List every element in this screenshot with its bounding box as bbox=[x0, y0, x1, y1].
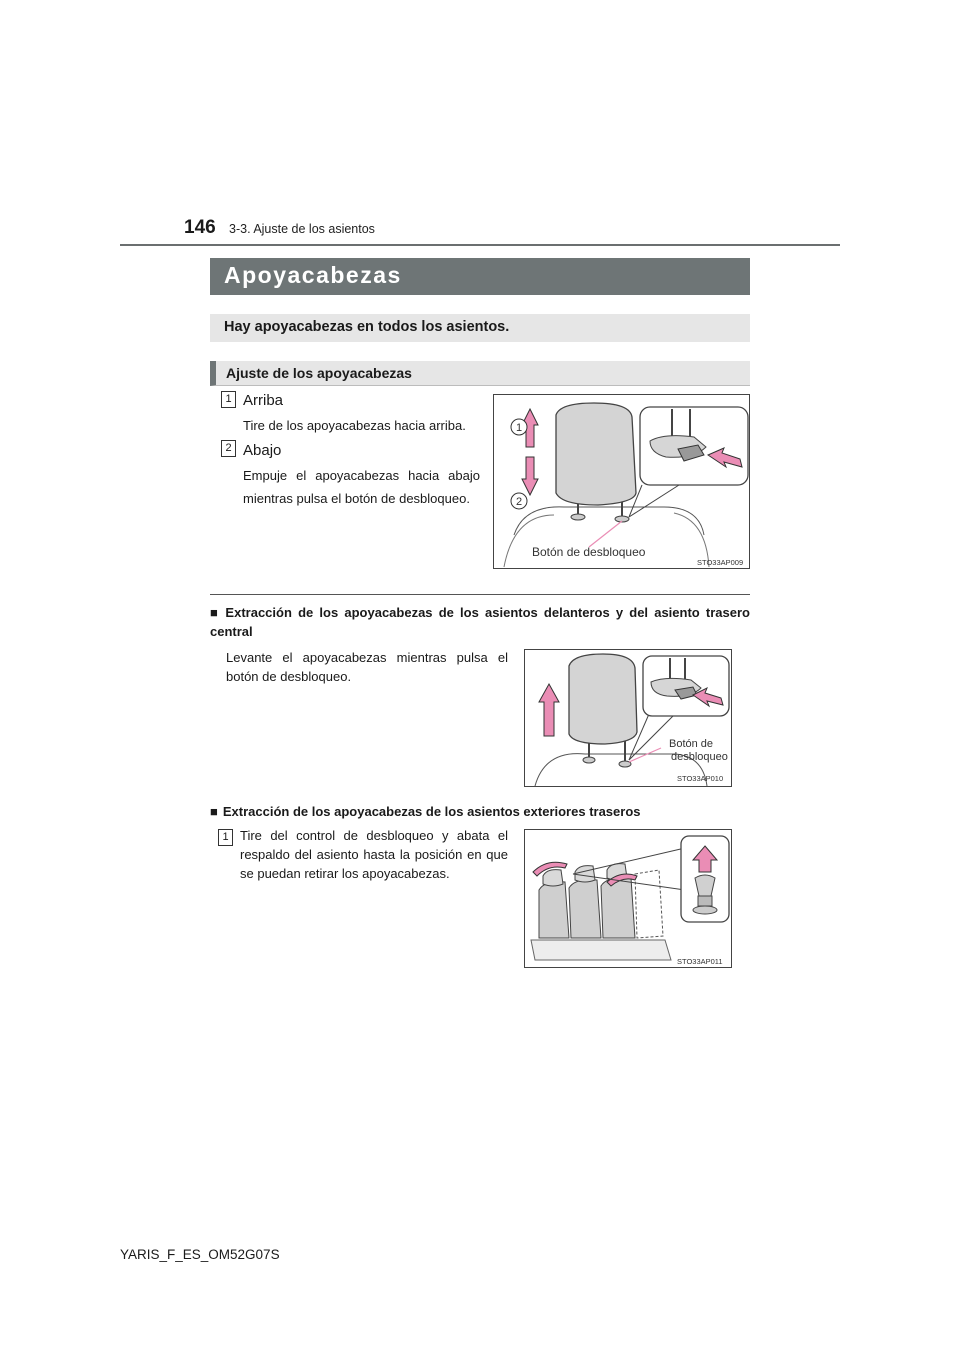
release-button-callout-line2: desbloqueo bbox=[671, 751, 728, 763]
release-button-callout-line1: Botón de bbox=[669, 738, 714, 750]
headrest-adjust-figure bbox=[493, 394, 750, 569]
step-number-2: 2 bbox=[221, 440, 236, 457]
header-rule bbox=[120, 244, 840, 246]
front-removal-figure bbox=[524, 649, 732, 787]
headrest-adjust-illustration bbox=[494, 395, 749, 568]
page-title: Apoyacabezas bbox=[210, 258, 750, 295]
section-reference: 3-3. Ajuste de los asientos bbox=[229, 222, 375, 236]
step-number-1: 1 bbox=[218, 829, 233, 846]
square-bullet-icon: ■ bbox=[210, 804, 218, 819]
square-bullet-icon: ■ bbox=[210, 605, 221, 620]
front-removal-heading: ■ Extracción de los apoyacabezas de los asientos delanteros y del asiento trasero central bbox=[210, 605, 750, 639]
front-removal-text: Levante el apoyacabezas mientras pulsa el botón de desbloqueo. bbox=[226, 650, 508, 684]
intro-banner: Hay apoyacabezas en todos los asientos. bbox=[210, 314, 750, 342]
step-title-up: Arriba bbox=[243, 392, 284, 409]
callout-label-2: 2 bbox=[515, 496, 523, 508]
step-number-1: 1 bbox=[221, 391, 236, 408]
footer-document-code: YARIS_F_ES_OM52G07S bbox=[120, 1247, 280, 1262]
step-desc-down: Empuje el apoyacabezas hacia abajo mientras pulsa el botón de desbloqueo. bbox=[243, 468, 480, 506]
section-divider bbox=[210, 594, 750, 595]
figure-code: STO33AP011 bbox=[677, 957, 723, 966]
step-title-down: Abajo bbox=[243, 442, 282, 459]
rear-removal-figure bbox=[524, 829, 732, 968]
rear-removal-text: Tire del control de desbloqueo y abata el respaldo del asiento hasta la posición en que se puedan retirar los apoyacabezas. bbox=[240, 828, 508, 881]
step-desc-up: Tire de los apoyacabezas hacia arriba. bbox=[243, 418, 466, 433]
figure-code: STO33AP009 bbox=[697, 558, 744, 567]
release-button-callout: Botón de desbloqueo bbox=[532, 545, 646, 559]
rear-removal-heading: ■ Extracción de los apoyacabezas de los asientos exteriores traseros bbox=[210, 804, 641, 819]
front-removal-illustration bbox=[525, 650, 731, 786]
rear-removal-illustration bbox=[525, 830, 731, 967]
adjust-heading: Ajuste de los apoyacabezas bbox=[210, 361, 750, 386]
page-number: 146 bbox=[184, 217, 216, 238]
figure-code: STO33AP010 bbox=[677, 774, 724, 783]
callout-label-1: 1 bbox=[515, 422, 523, 434]
